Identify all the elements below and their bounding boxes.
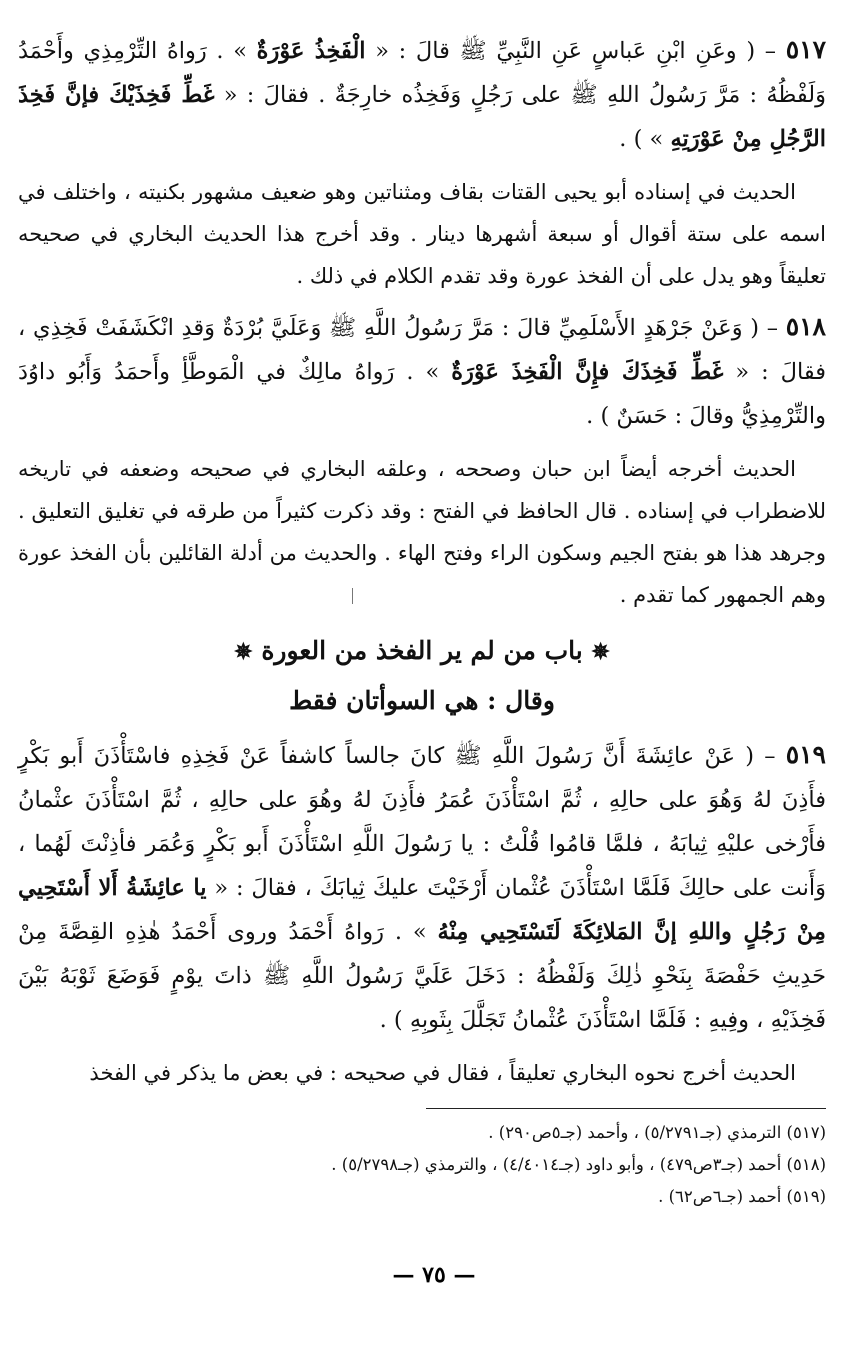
footnotes <box>18 1117 826 1213</box>
footnote: (٥١٨) أحمد (جـ٣ص٤٧٩) ، وأبو داود (جـ٤/٤٠١٤) ، والترمذي (جـ٥/٢٧٩٨) . <box>331 1155 826 1174</box>
footnote-divider <box>426 1108 826 1109</box>
chapter-subtitle: وقال : هي السوأتان فقط <box>289 686 555 715</box>
hadith-518 <box>18 305 826 438</box>
hadith-519 <box>18 733 826 1042</box>
hadith-text: – ( وعَنِ ابْنِ عَباسٍ عَنِ النَّبِيِّ ﷺ قالَ : « <box>365 38 786 64</box>
prophet-saying: غَطِّ فَخِذَكَ فإِنَّ الْفَخِذَ عَوْرَةٌ <box>451 359 724 385</box>
commentary-517: الحديث في إسناده أبو يحيى القتات بقاف ومثناتين وهو ضعيف مشهور بكنيته ، واختلف في اسمه على ستة أقوال أو سبعة أشهرها دينار . وقد أخرج هذا الحديث البخاري في صحيحه تعليقاً وهو يدل على أن الفخذ عورة وقد تقدم الكلام في ذلك . <box>18 180 826 288</box>
footnote: (٥١٩) أحمد (جـ٦ص٦٢) . <box>658 1187 826 1206</box>
prophet-saying: الْفَخِذُ عَوْرَةٌ <box>256 38 366 64</box>
margin-mark <box>352 588 355 604</box>
hadith-number: ٥١٨ <box>785 312 826 341</box>
page-body <box>18 28 826 1213</box>
hadith-text: – ( عَنْ عائِشَةَ أَنَّ رَسُولَ اللَّهِ ﷺ كانَ جالساً كاشفاً عَنْ فَخِذِهِ فاسْتَأْذَنَ أَبو بَكْرٍ فأَذِنَ لهُ وَهُوَ على حالِهِ ، ثُمَّ اسْتَأْذَنَ عُمَرُ فأَذِنَ لهُ وهُوَ على حالِهِ ، ثُمَّ اسْتَأْذَنَ عثْمانُ فأَرْخى عليْهِ ثِيابَهُ ، فلمَّا قامُوا قُلْتُ : يا رَسُولَ اللَّهِ اسْتَأْذَنَ أَبو بَكْرٍ وَعُمَر فأذِنْتَ لَهُما ، وَأَنت على حالِكَ فَلَمَّا اسْتَأْذَنَ عُثْمان أَرْخَيْتَ عليكَ ثِيابَكَ ، فقالَ : « <box>18 743 826 901</box>
chapter-heading <box>18 626 826 677</box>
star-ornament-icon: ✵ <box>591 639 610 665</box>
hadith-number: ٥١٩ <box>785 740 826 769</box>
hadith-text: » . رَواهُ التِّرْمِذِي وأَحْمَدُ وَلَفْظُهُ : مَرَّ رَسُولُ اللهِ ﷺ على رَجُلٍ وَفَخِذُه خارِجَةٌ . فقالَ : « <box>18 38 826 108</box>
prophet-saying: يا عائِشَةُ أَلا أَسْتَحِيي مِنْ رَجُلٍ واللهِ إنَّ المَلائِكَةَ لَتَسْتَحِيي مِنْهُ <box>18 875 826 945</box>
hadith-517 <box>18 28 826 161</box>
commentary-518: الحديث أخرجه أيضاً ابن حبان وصححه ، وعلقه البخاري في صحيحه وضعفه في تاريخه للاضطراب في إسناده . قال الحافظ في الفتح : وقد ذكرت كثيراً من طرقه في تغليق التعليق . وجرهد هذا هو بفتح الجيم وسكون الراء وفتح الهاء . والحديث من أدلة القائلين بأن الفخذ عورة وهم الجمهور كما تقدم . <box>18 457 826 607</box>
chapter-title: باب من لم ير الفخذ من العورة <box>261 636 583 665</box>
hadith-text: – ( وَعَنْ جَرْهَدٍ الأَسْلَمِيِّ قالَ : مَرَّ رَسُولُ اللَّهِ ﷺ وَعَلَيَّ بُرْدَةٌ وَقدِ انْكَشَفَتْ فَخِذِي ، فقالَ : « <box>18 315 826 385</box>
page-number: — ٧٥ — <box>392 1262 476 1288</box>
hadith-number: ٥١٧ <box>785 35 827 64</box>
footnote: (٥١٧) الترمذي (جـ٥/٢٧٩١) ، وأحمد (جـ٥ص٢٩٠) . <box>488 1123 826 1142</box>
prophet-saying: غَطِّ فَخِذَيْكَ فإنَّ فَخِذَ الرَّجُلِ مِنْ عَوْرَتِهِ <box>18 82 826 152</box>
hadith-text: » ) . <box>619 126 671 152</box>
star-ornament-icon: ✵ <box>234 639 253 665</box>
hadith-text: » . رَواهُ مالِكٌ في الْمَوطَّأِ وأَحمَدُ وَأَبُو داوُدَ والتِّرْمِذِيُّ وقالَ : حَسَنٌ ) . <box>18 359 826 429</box>
commentary-519: الحديث أخرج نحوه البخاري تعليقاً ، فقال في صحيحه : في بعض ما يذكر في الفخذ <box>89 1061 796 1085</box>
hadith-text: » . رَواهُ أَحْمَدُ وروى أَحْمَدُ هٰذِهِ القِصَّةَ مِنْ حَدِيثِ حَفْصَةَ بِنَحْوِ ذٰلِكَ وَلَفْظُهُ : دَخَلَ عَلَيَّ رَسُولُ اللَّهِ ﷺ ذاتَ يوْمٍ فَوَضَعَ ثَوْبَهُ بَيْنَ فَخِذَيْهِ ، وفِيهِ : فَلَمَّا اسْتَأْذَنَ عُثْمانُ تَجَلَّلَ بِثَوبِهِ ) . <box>18 919 826 1033</box>
